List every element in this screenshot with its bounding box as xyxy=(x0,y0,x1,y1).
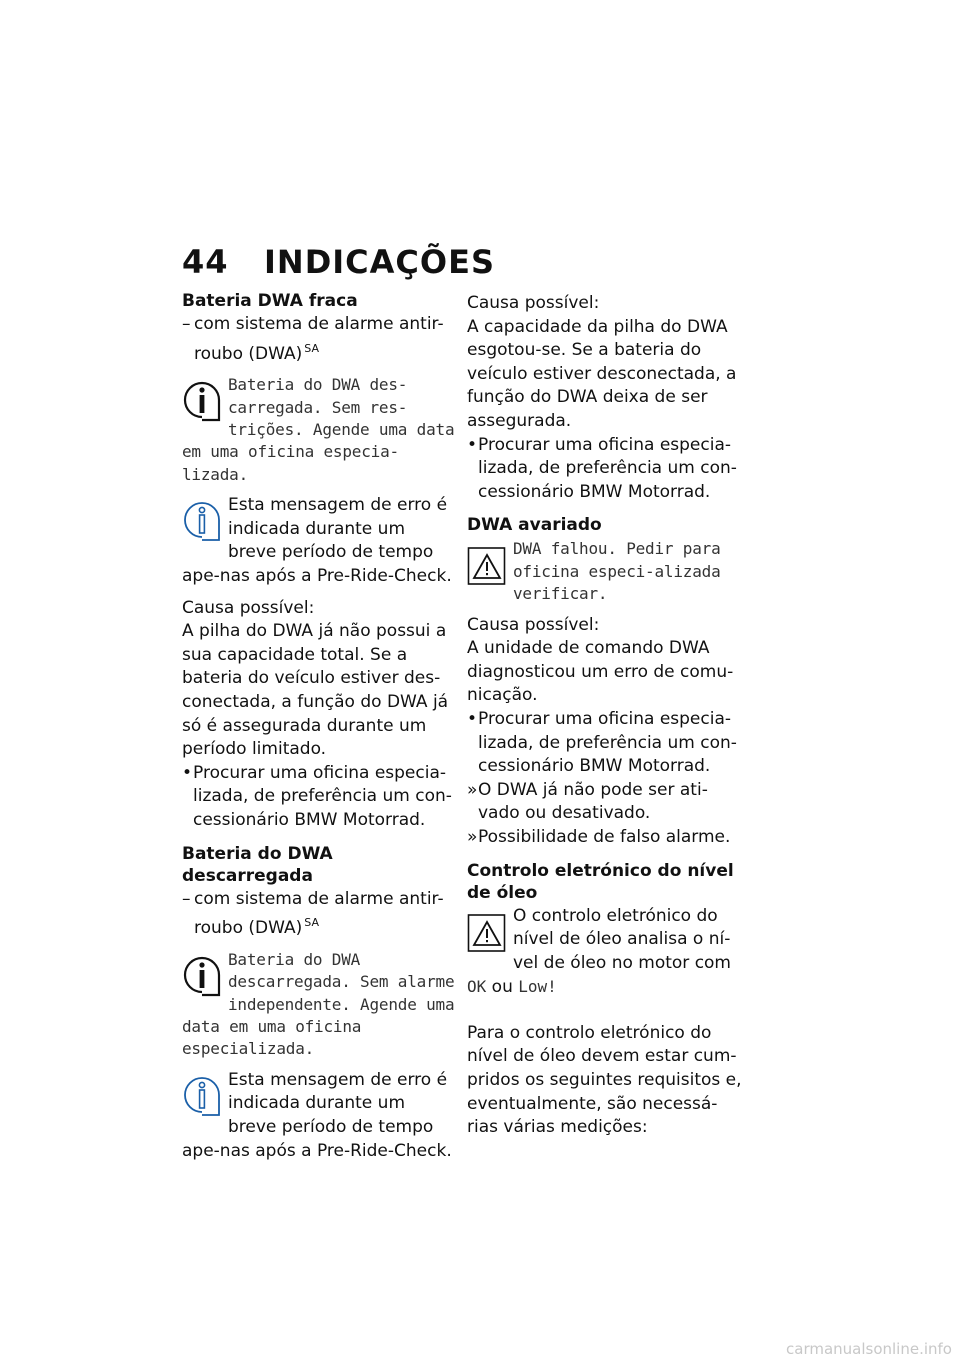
hint-text: Esta mensagem de erro é indicada durante um breve período de tempo ape-nas após a Pre-Ride-Check. xyxy=(182,1069,452,1161)
result-marker: » xyxy=(467,779,478,800)
warning-notice xyxy=(467,905,742,1000)
notice-text xyxy=(467,905,742,1000)
info-icon xyxy=(182,955,222,999)
section-heading: Controlo eletrónico do nível de óleo xyxy=(467,860,734,903)
info-notice xyxy=(182,374,457,486)
section-heading: Bateria do DWA descarregada xyxy=(182,843,333,886)
cause-text: A capacidade da pilha do DWA esgotou-se. Se a bateria do veículo estiver desconectada, a função do DWA deixa de ser assegurada. xyxy=(467,316,737,431)
watermark: carmanualsonline.info xyxy=(786,1340,952,1358)
cause-label: Causa possível: xyxy=(467,293,600,313)
warning-triangle-icon xyxy=(467,544,507,588)
action-bullet xyxy=(182,762,457,833)
cause-text: A unidade de comando DWA diagnosticou um erro de comu-nicação. xyxy=(467,638,734,706)
condition-line xyxy=(182,888,457,941)
result-text: Possibilidade de falso alarme. xyxy=(478,826,731,847)
sa-superscript: SA xyxy=(304,341,319,355)
notice-message: Bateria do DWA des-carregada. Sem res-trições. Agende uma data em uma oficina especia-lizada. xyxy=(182,375,455,484)
action-bullet xyxy=(467,434,742,505)
dash-marker: – xyxy=(182,888,191,909)
result-marker: » xyxy=(467,826,478,847)
dash-marker: – xyxy=(182,314,191,334)
info-icon xyxy=(182,380,222,424)
right-column xyxy=(467,292,742,1140)
bullet-text: Procurar uma oficina especia-lizada, de preferência um con-cessionário BMW Motorrad. xyxy=(478,434,737,502)
info-icon-outline xyxy=(182,500,222,544)
condition-text: com sistema de alarme antir-roubo (DWA) xyxy=(194,888,444,939)
left-column xyxy=(182,290,457,1163)
page-number: 44 xyxy=(182,243,229,281)
result-item xyxy=(467,826,742,850)
sa-superscript: SA xyxy=(304,916,319,930)
result-item xyxy=(467,779,742,826)
ok-value: OK xyxy=(467,977,487,997)
action-bullet xyxy=(467,708,742,779)
warning-notice xyxy=(467,538,742,605)
bullet-text: Procurar uma oficina especia-lizada, de preferência um con-cessionário BMW Motorrad. xyxy=(478,708,737,777)
cause-label: Causa possível: xyxy=(467,614,600,635)
page-header xyxy=(182,238,495,286)
page-title: INDICAÇÕES xyxy=(264,243,495,281)
warning-triangle-icon xyxy=(467,911,507,955)
condition-text: com sistema de alarme antir-roubo (DWA) xyxy=(194,314,444,364)
section-heading: Bateria DWA fraca xyxy=(182,291,358,311)
notice-message: DWA falhou. Pedir para oficina especi-alizada verificar. xyxy=(513,539,721,604)
notice-message: O controlo eletrónico do nível de óleo analisa o ní-vel de óleo no motor com xyxy=(513,905,731,973)
info-icon-outline xyxy=(182,1075,222,1119)
bullet-marker: • xyxy=(467,708,478,729)
hint-text: Esta mensagem de erro é indicada durante um breve período de tempo ape-nas após a Pre-Ride-Check. xyxy=(182,495,452,586)
bullet-marker: • xyxy=(182,762,193,783)
requirements-paragraph: Para o controlo eletrónico do nível de óleo devem estar cum-pridos os seguintes requisitos e, eventualmente, são necessá-rias várias medições: xyxy=(467,1022,742,1138)
info-notice xyxy=(182,949,457,1061)
bullet-marker: • xyxy=(467,434,478,455)
info-notice-hint xyxy=(182,1069,457,1163)
cause-label: Causa possível: xyxy=(182,597,315,618)
bullet-text: Procurar uma oficina especia-lizada, de preferência um con-cessionário BMW Motorrad. xyxy=(193,762,452,830)
section-heading: DWA avariado xyxy=(467,515,602,536)
or-word: ou xyxy=(491,977,513,998)
cause-text: A pilha do DWA já não possui a sua capacidade total. Se a bateria do veículo estiver des-conectada, a função do DWA já só é assegurada durante um período limitado. xyxy=(182,621,449,760)
condition-line xyxy=(182,313,457,366)
info-notice-hint xyxy=(182,494,457,588)
result-text: O DWA já não pode ser ati-vado ou desativado. xyxy=(478,779,708,824)
low-value: Low! xyxy=(518,977,557,997)
notice-message: Bateria do DWA descarregada. Sem alarme independente. Agende uma data em uma oficina especializada. xyxy=(182,949,455,1059)
